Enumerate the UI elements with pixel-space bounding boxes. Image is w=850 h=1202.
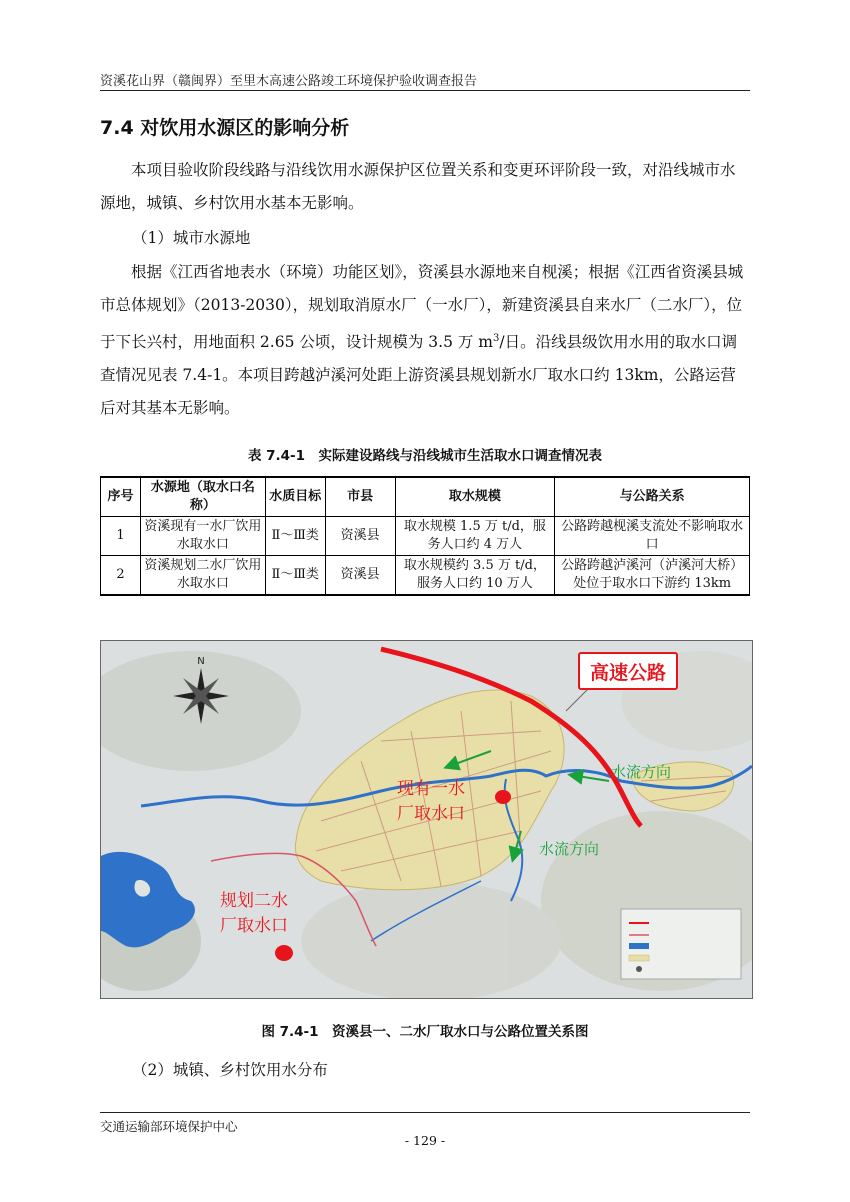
map-legend xyxy=(621,909,741,979)
page-number: - 129 - xyxy=(404,1133,446,1148)
table-cell: 1 xyxy=(101,517,141,556)
running-header: 资溪花山界（赣闽界）至里木高速公路竣工环境保护验收调查报告 xyxy=(100,74,478,89)
footer-org: 交通运输部环境保护中心 xyxy=(100,1119,238,1134)
map-svg xyxy=(101,641,752,998)
superscript-3: 3 xyxy=(493,333,500,344)
intake-2-label-line2: 厂取水口 xyxy=(220,916,288,936)
header-cell: 水质目标 xyxy=(265,477,325,517)
intake-1-label-line2: 厂取水口 xyxy=(397,804,465,824)
intake-1-label-line1: 现有一水 xyxy=(397,779,465,799)
water-intake-table xyxy=(100,476,750,596)
table-cell: 公路跨越泸溪河（泸溪河大桥）处位于取水口下游约 13km xyxy=(555,556,750,596)
highway-label: 高速公路 xyxy=(589,662,667,684)
header-rule xyxy=(100,90,750,91)
footer-rule xyxy=(100,1112,750,1113)
table-cell: 公路跨越枧溪支流处不影响取水口 xyxy=(555,517,750,556)
table-cell: 资溪规划二水厂饮用水取水口 xyxy=(140,556,265,596)
table-row xyxy=(101,517,750,556)
flow-label-1: 水流方向 xyxy=(610,763,672,781)
table-cell: Ⅱ～Ⅲ类 xyxy=(265,517,325,556)
section-title: 7.4 对饮用水源区的影响分析 xyxy=(100,117,350,139)
paragraph-1: 本项目验收阶段线路与沿线饮用水源保护区位置关系和变更环评阶段一致，对沿线城市水源地，城镇、乡村饮用水基本无影响。 xyxy=(100,161,736,212)
table-row xyxy=(101,556,750,596)
header-cell: 取水规模 xyxy=(395,477,555,517)
intake-2-marker xyxy=(275,945,293,961)
paragraph-3-part-a: 根据《江西省地表水（环境）功能区划》，资溪县水源地来自枧溪；根据《江西省资溪县城市总体规划》（2013-2030），规划取消原水厂（一水厂），新建资溪县自来水厂（二水厂），位于下长兴村，用地面积 2.65 公顷，设计规模为 3.5 万 m xyxy=(100,263,744,352)
intake-1-marker xyxy=(495,790,511,804)
table-caption: 表 7.4-1 实际建设路线与沿线城市生活取水口调查情况表 xyxy=(247,448,603,464)
paragraph-2: （1）城市水源地 xyxy=(132,229,251,247)
intake-2-label-line1: 规划二水 xyxy=(220,891,288,911)
table-cell: 资溪县 xyxy=(325,517,395,556)
table-cell: 取水规模约 3.5 万 t/d，服务人口约 10 万人 xyxy=(395,556,555,596)
table-cell: 资溪现有一水厂饮用水取水口 xyxy=(140,517,265,556)
table-cell: Ⅱ～Ⅲ类 xyxy=(265,556,325,596)
table-cell: 2 xyxy=(101,556,141,596)
compass-north-label: N xyxy=(197,656,205,667)
paragraph-3 xyxy=(100,256,750,425)
location-map xyxy=(100,640,753,999)
paragraph-4: （2）城镇、乡村饮用水分布 xyxy=(132,1061,328,1079)
figure-caption: 图 7.4-1 资溪县一、二水厂取水口与公路位置关系图 xyxy=(261,1024,589,1040)
header-cell: 与公路关系 xyxy=(555,477,750,517)
header-cell: 水源地（取水口名称） xyxy=(140,477,265,517)
paragraph-3-part-b: /日。沿线县级饮用水用的取水口调查情况见表 7.4-1。本项目跨越泸溪河处距上游资溪县规划新水厂取水口约 13km，公路运营后对其基本无影响。 xyxy=(100,333,738,418)
table-header-row xyxy=(101,477,750,517)
table-cell: 资溪县 xyxy=(325,556,395,596)
flow-label-2: 水流方向 xyxy=(538,840,600,858)
header-cell: 序号 xyxy=(101,477,141,517)
header-cell: 市县 xyxy=(325,477,395,517)
table-cell: 取水规模 1.5 万 t/d，服务人口约 4 万人 xyxy=(395,517,555,556)
